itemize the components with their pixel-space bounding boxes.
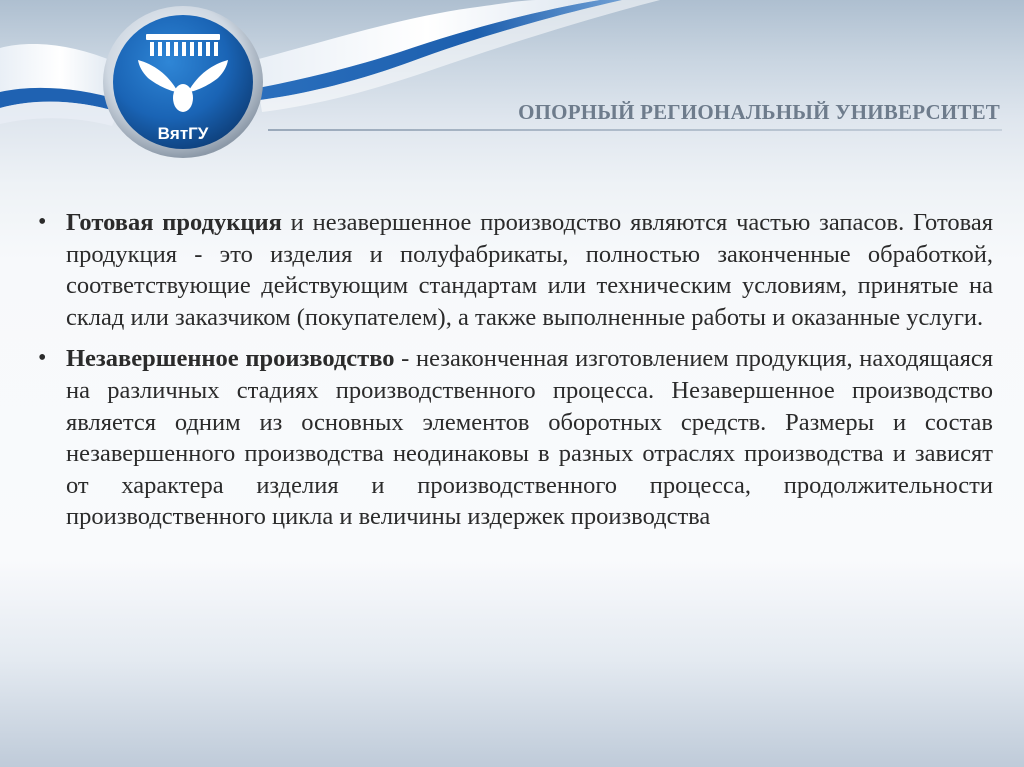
bullet-marker: • (38, 209, 47, 235)
bullet-item (36, 207, 993, 333)
header-title: ОПОРНЫЙ РЕГИОНАЛЬНЫЙ УНИВЕРСИТЕТ (518, 100, 1000, 124)
bullet-text: - незаконченная изготовлением продукция, находящаяся на различных стадиях производственного процесса. Незавершенное производство является одним из основных элементов оборотных средств. Размеры и состав незавершенного производства неодинаковы в разных отраслях производства и зависят от характера изделия и производственного процесса, продолжительности производственного цикла и величины издержек производства (66, 345, 993, 531)
university-logo (98, 2, 268, 162)
logo-text: ВятГУ (157, 124, 209, 143)
bullet-text: и незавершенное производство являются частью запасов. Готовая продукция - это изделия и полуфабрикаты, полностью законченные обработкой, соответствующие действующим стандартам или техническим условиям, принятые на склад или заказчиком (покупателем), а также выполненные работы и оказанные услуги. (66, 209, 994, 331)
bullet-item (36, 343, 993, 533)
bullet-term: Готовая продукция (66, 209, 282, 236)
header-divider (268, 129, 1002, 131)
bullet-term: Незавершенное производство (66, 345, 395, 373)
content-area (36, 207, 993, 543)
bullet-marker: • (38, 345, 47, 372)
